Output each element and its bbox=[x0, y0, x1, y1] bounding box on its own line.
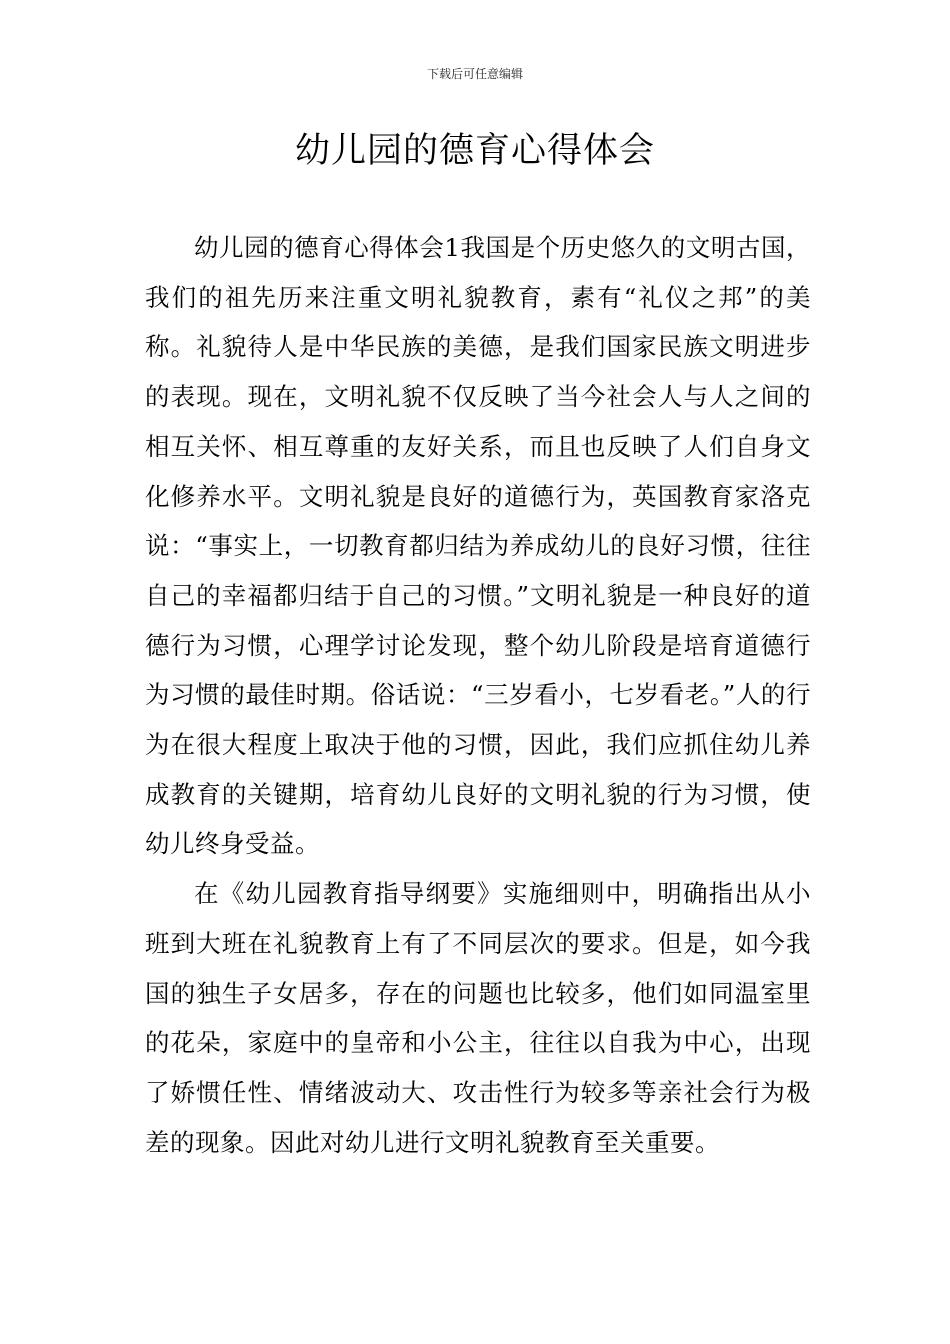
header-note: 下载后可任意编辑 bbox=[426, 67, 523, 81]
paragraph: 幼儿园的德育心得体会1我国是个历史悠久的文明古国，我们的祖先历来注重文明礼貌教育，素有“礼仪之邦”的美称。礼貌待人是中华民族的美德，是我们国家民族文明进步的表现。现在，文明礼貌不仅反映了当今社会人与人之间的相互关怀、相互尊重的友好关系，而且也反映了人们自身文化修养水平。文明礼貌是良好的道德行为，英国教育家洛克说：“事实上，一切教育都归结为养成幼儿的良好习惯，往往自己的幸福都归结于自己的习惯。”文明礼貌是一种良好的道德行为习惯，心理学讨论发现，整个幼儿阶段是培育道德行为习惯的最佳时期。俗话说：“三岁看小，七岁看老。”人的行为在很大程度上取决于他的习惯，因此，我们应抓住幼儿养成教育的关键期，培育幼儿良好的文明礼貌的行为习惯，使幼儿终身受益。 bbox=[145, 233, 811, 859]
paragraph: 在《幼儿园教育指导纲要》实施细则中，明确指出从小班到大班在礼貌教育上有了不同层次的要求。但是，如今我国的独生子女居多，存在的问题也比较多，他们如同温室里的花朵，家庭中的皇帝和小公主，往往以自我为中心，出现了娇惯任性、情绪波动大、攻击性行为较多等亲社会行为极差的现象。因此对幼儿进行文明礼貌教育至关重要。 bbox=[145, 879, 811, 1157]
document-body bbox=[145, 223, 811, 1167]
document-title: 幼儿园的德育心得体会 bbox=[294, 131, 655, 171]
